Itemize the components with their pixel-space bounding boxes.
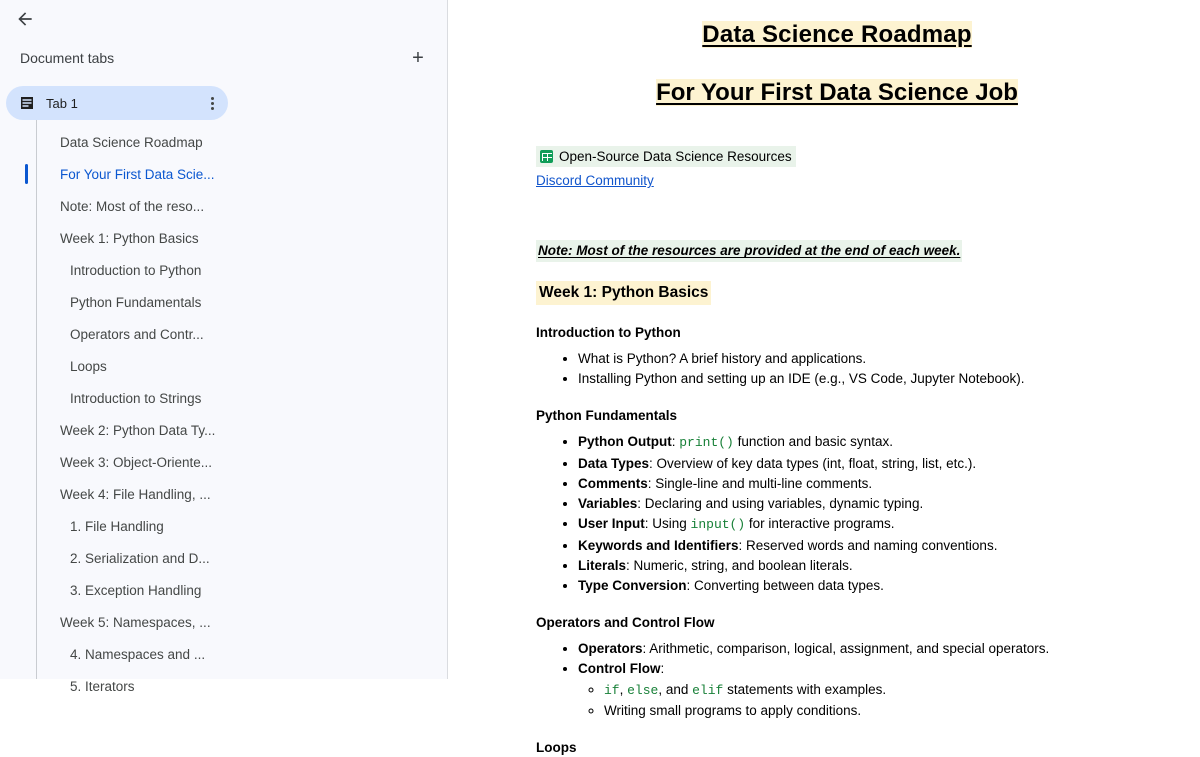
list-item: • Python Output: print() function and basic syntax. xyxy=(578,432,1138,452)
list-item-term: Python Output xyxy=(578,434,672,450)
list-item-term: Comments xyxy=(578,475,648,491)
sublist-control-flow xyxy=(578,680,1138,721)
list-item-term: Control Flow xyxy=(578,661,661,677)
list-item xyxy=(578,494,1138,513)
inline-code: input() xyxy=(690,517,746,533)
document-tabs-sidebar xyxy=(0,0,448,694)
outline-item-iterators[interactable]: 5. Iterators xyxy=(70,678,135,694)
list-item-term: Keywords and Identifiers xyxy=(578,537,739,553)
list-item-term: Data Types xyxy=(578,455,650,471)
document-title xyxy=(536,18,1138,52)
list-item xyxy=(578,536,1138,555)
document-icon xyxy=(18,94,36,112)
list-item-term: User Input xyxy=(578,516,645,532)
list-item-text: : Reserved words and naming conventions. xyxy=(738,537,998,553)
add-tab-icon[interactable]: + xyxy=(412,47,424,69)
document-canvas[interactable] xyxy=(448,0,1200,756)
list-item-term: Type Conversion xyxy=(578,577,687,593)
resources-note: Note: Most of the resources are provided at the end of each week. xyxy=(536,240,962,261)
outline-item-week-1[interactable]: Week 1: Python Basics xyxy=(60,230,199,246)
list-item-text: : Overview of key data types (int, float, string, list, etc.). xyxy=(649,455,977,471)
inline-code: print() xyxy=(679,435,734,451)
list-item-term: Variables xyxy=(578,496,638,512)
list-item xyxy=(578,576,1138,595)
list-item: ◦ Writing small programs to apply conditions. xyxy=(604,701,1138,720)
outline-item-introduction-to-strings[interactable]: Introduction to Strings xyxy=(70,390,202,406)
list-item xyxy=(578,514,1138,534)
keyword-if: if xyxy=(604,682,620,698)
outline-item-loops[interactable]: Loops xyxy=(70,358,107,374)
outline-item-week-2[interactable]: Week 2: Python Data Ty... xyxy=(60,422,216,438)
list-item-text-tail: for interactive programs. xyxy=(745,516,895,532)
section-heading-loops: Loops xyxy=(536,740,577,756)
list-item: • Installing Python and setting up an IDE (e.g., VS Code, Jupyter Notebook). xyxy=(578,369,1138,388)
resources-chip[interactable] xyxy=(536,146,796,167)
list-item-text: statements with examples. xyxy=(723,681,887,697)
list-item-text: : Converting between data types. xyxy=(686,577,884,593)
back-arrow-icon[interactable] xyxy=(12,6,38,32)
list-item-term: Literals xyxy=(578,557,627,573)
document-outline xyxy=(0,126,447,702)
list-item xyxy=(578,454,1138,473)
list-item-text: : Single-line and multi-line comments. xyxy=(647,475,873,491)
keyword-elif: elif xyxy=(692,682,724,698)
list-item xyxy=(578,556,1138,575)
document-tabs-header xyxy=(0,38,447,78)
outline-item-week-4[interactable]: Week 4: File Handling, ... xyxy=(60,486,211,502)
list-operators-and-control-flow xyxy=(536,639,1138,720)
list-item-text: : xyxy=(660,661,665,677)
list-item-text: function and basic syntax. xyxy=(733,434,893,450)
outline-item-exception-handling[interactable]: 3. Exception Handling xyxy=(70,582,202,598)
sheets-icon xyxy=(540,150,553,163)
document-subtitle xyxy=(536,76,1138,110)
outline-item-data-science-roadmap[interactable]: Data Science Roadmap xyxy=(60,134,203,150)
sidebar-header xyxy=(0,0,447,38)
list-introduction-to-python xyxy=(536,349,1138,388)
document-title-text: Data Science Roadmap xyxy=(702,21,972,48)
list-item: ◦ if, else, and elif statements with examples. xyxy=(604,680,1138,700)
list-item xyxy=(578,659,1138,720)
document-subtitle-text: For Your First Data Science Job xyxy=(656,79,1018,107)
outline-item-serialization[interactable]: 2. Serialization and D... xyxy=(70,550,210,566)
outline-item-operators-and-control-flow[interactable]: Operators and Contr... xyxy=(70,326,204,342)
outline-item-week-3[interactable]: Week 3: Object-Oriente... xyxy=(60,454,213,470)
section-heading-introduction-to-python: Introduction to Python xyxy=(536,324,681,340)
document-tabs-title: Document tabs xyxy=(20,50,115,66)
section-heading-operators-and-control-flow: Operators and Control Flow xyxy=(536,615,715,631)
list-item xyxy=(578,474,1138,493)
list-item-text: : Numeric, string, and boolean literals. xyxy=(626,557,853,573)
keyword-else: else xyxy=(627,682,659,698)
outline-item-python-fundamentals[interactable]: Python Fundamentals xyxy=(70,294,202,310)
outline-item-note[interactable]: Note: Most of the reso... xyxy=(60,198,205,214)
outline-item-namespaces[interactable]: 4. Namespaces and ... xyxy=(70,646,206,662)
resources-row xyxy=(536,146,1138,167)
outline-item-file-handling[interactable]: 1. File Handling xyxy=(70,518,164,534)
tab-item-tab-1[interactable] xyxy=(6,86,228,120)
list-python-fundamentals xyxy=(536,432,1138,595)
list-item xyxy=(578,639,1138,658)
kebab-menu-icon[interactable] xyxy=(202,97,222,110)
list-item-text: : Declaring and using variables, dynamic typing. xyxy=(637,496,924,512)
list-item: • What is Python? A brief history and applications. xyxy=(578,349,1138,368)
document-page xyxy=(448,0,1200,757)
list-item-text: : Arithmetic, comparison, logical, assignment, and special operators. xyxy=(642,641,1050,657)
section-heading-python-fundamentals: Python Fundamentals xyxy=(536,408,678,424)
outline-item-for-your-first-data-science-job[interactable]: For Your First Data Scie... xyxy=(0,158,447,190)
list-item-term: Operators xyxy=(578,641,643,657)
resources-chip-label: Open-Source Data Science Resources xyxy=(559,149,792,165)
tab-item-label: Tab 1 xyxy=(46,95,78,111)
discord-community-link[interactable]: Discord Community xyxy=(536,173,654,189)
outline-item-introduction-to-python[interactable]: Introduction to Python xyxy=(70,262,202,278)
list-item-text: : Using xyxy=(644,516,691,532)
outline-item-week-5[interactable]: Week 5: Namespaces, ... xyxy=(60,614,211,630)
week-1-heading: Week 1: Python Basics xyxy=(536,281,711,305)
